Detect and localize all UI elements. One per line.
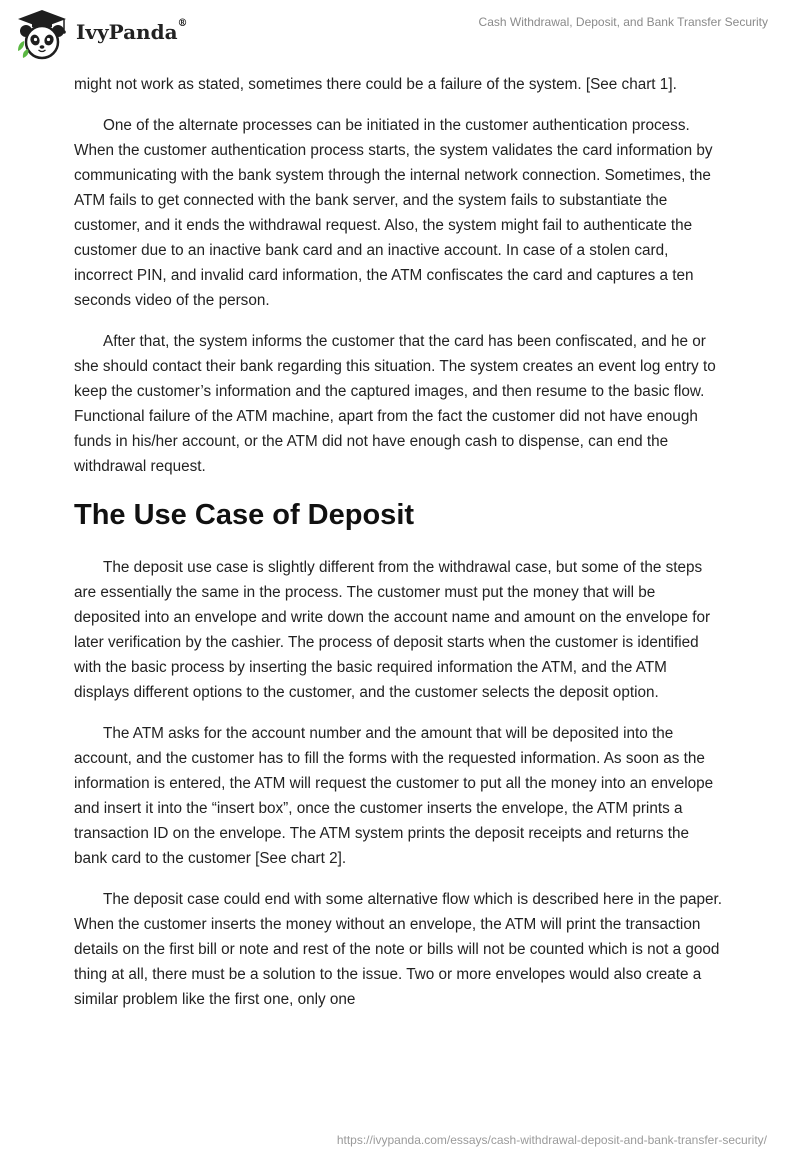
paragraph-5: The ATM asks for the account number and the amount that will be deposited into the account, and the customer has to fill the forms with the requested information. As soon as the information is entered, the ATM will request the customer to put all the money into an envelope and insert it into the “insert box”, once the customer inserts the envelope, the ATM prints a transaction ID on the envelope. The ATM system prints the deposit receipts and returns the bank card to the customer [See chart 2]. <box>74 725 714 867</box>
registered-mark: ® <box>177 18 188 29</box>
paragraph-6: The deposit case could end with some alternative flow which is described here in the paper. When the customer inserts the money without an envelope, the ATM will print the transaction details on the first bill or note and rest of the note or bills will not be counted which is not a good thing at all, there must be a solution to the issue. Two or more envelopes would also create a similar problem like the first one, only one <box>74 891 723 1008</box>
section-heading: The Use Case of Deposit <box>74 499 415 531</box>
paragraph-3: After that, the system informs the customer that the card has been confiscated, and he or she should contact their bank regarding this situation. The system creates an event log entry to keep the customer’s information and the captured images, and then resume to the basic flow. Functional failure of the ATM machine, apart from the fact the customer did not have enough funds in his/her account, or the ATM did not have enough cash to dispense, can end the withdrawal request. <box>74 333 716 475</box>
paragraph-4: The deposit use case is slightly different from the withdrawal case, but some of the steps are essentially the same in the process. The customer must put the money that will be deposited into an envelope and write down the account name and amount on the envelope for later verification by the cashier. The process of deposit starts when the customer is identified with the basic process by inserting the basic required information the ATM, and the ATM displays different options to the customer, and the customer selects the deposit option. <box>74 559 711 701</box>
panda-logo-icon[interactable] <box>14 7 70 61</box>
document-title: Cash Withdrawal, Deposit, and Bank Transfer Security <box>478 15 768 29</box>
page-header <box>0 0 800 68</box>
brand-name[interactable] <box>76 20 188 44</box>
brand-text: IvyPanda <box>76 20 178 44</box>
paragraph-2: One of the alternate processes can be initiated in the customer authentication process. When the customer authentication process starts, the system validates the card information by communicating with the bank system through the internal network connection. Sometimes, the ATM fails to get connected with the bank server, and the system fails to substantiate the customer, and it ends the withdrawal request. Also, the system might fail to authenticate the customer due to an inactive bank card and an inactive account. In case of a stolen card, incorrect PIN, and invalid card information, the ATM confiscates the card and captures a ten seconds video of the person. <box>74 117 713 309</box>
paragraph-1: might not work as stated, sometimes there could be a failure of the system. [See chart 1]. <box>74 76 677 93</box>
article-body <box>74 72 724 1028</box>
source-url[interactable]: https://ivypanda.com/essays/cash-withdrawal-deposit-and-bank-transfer-security/ <box>336 1133 767 1147</box>
